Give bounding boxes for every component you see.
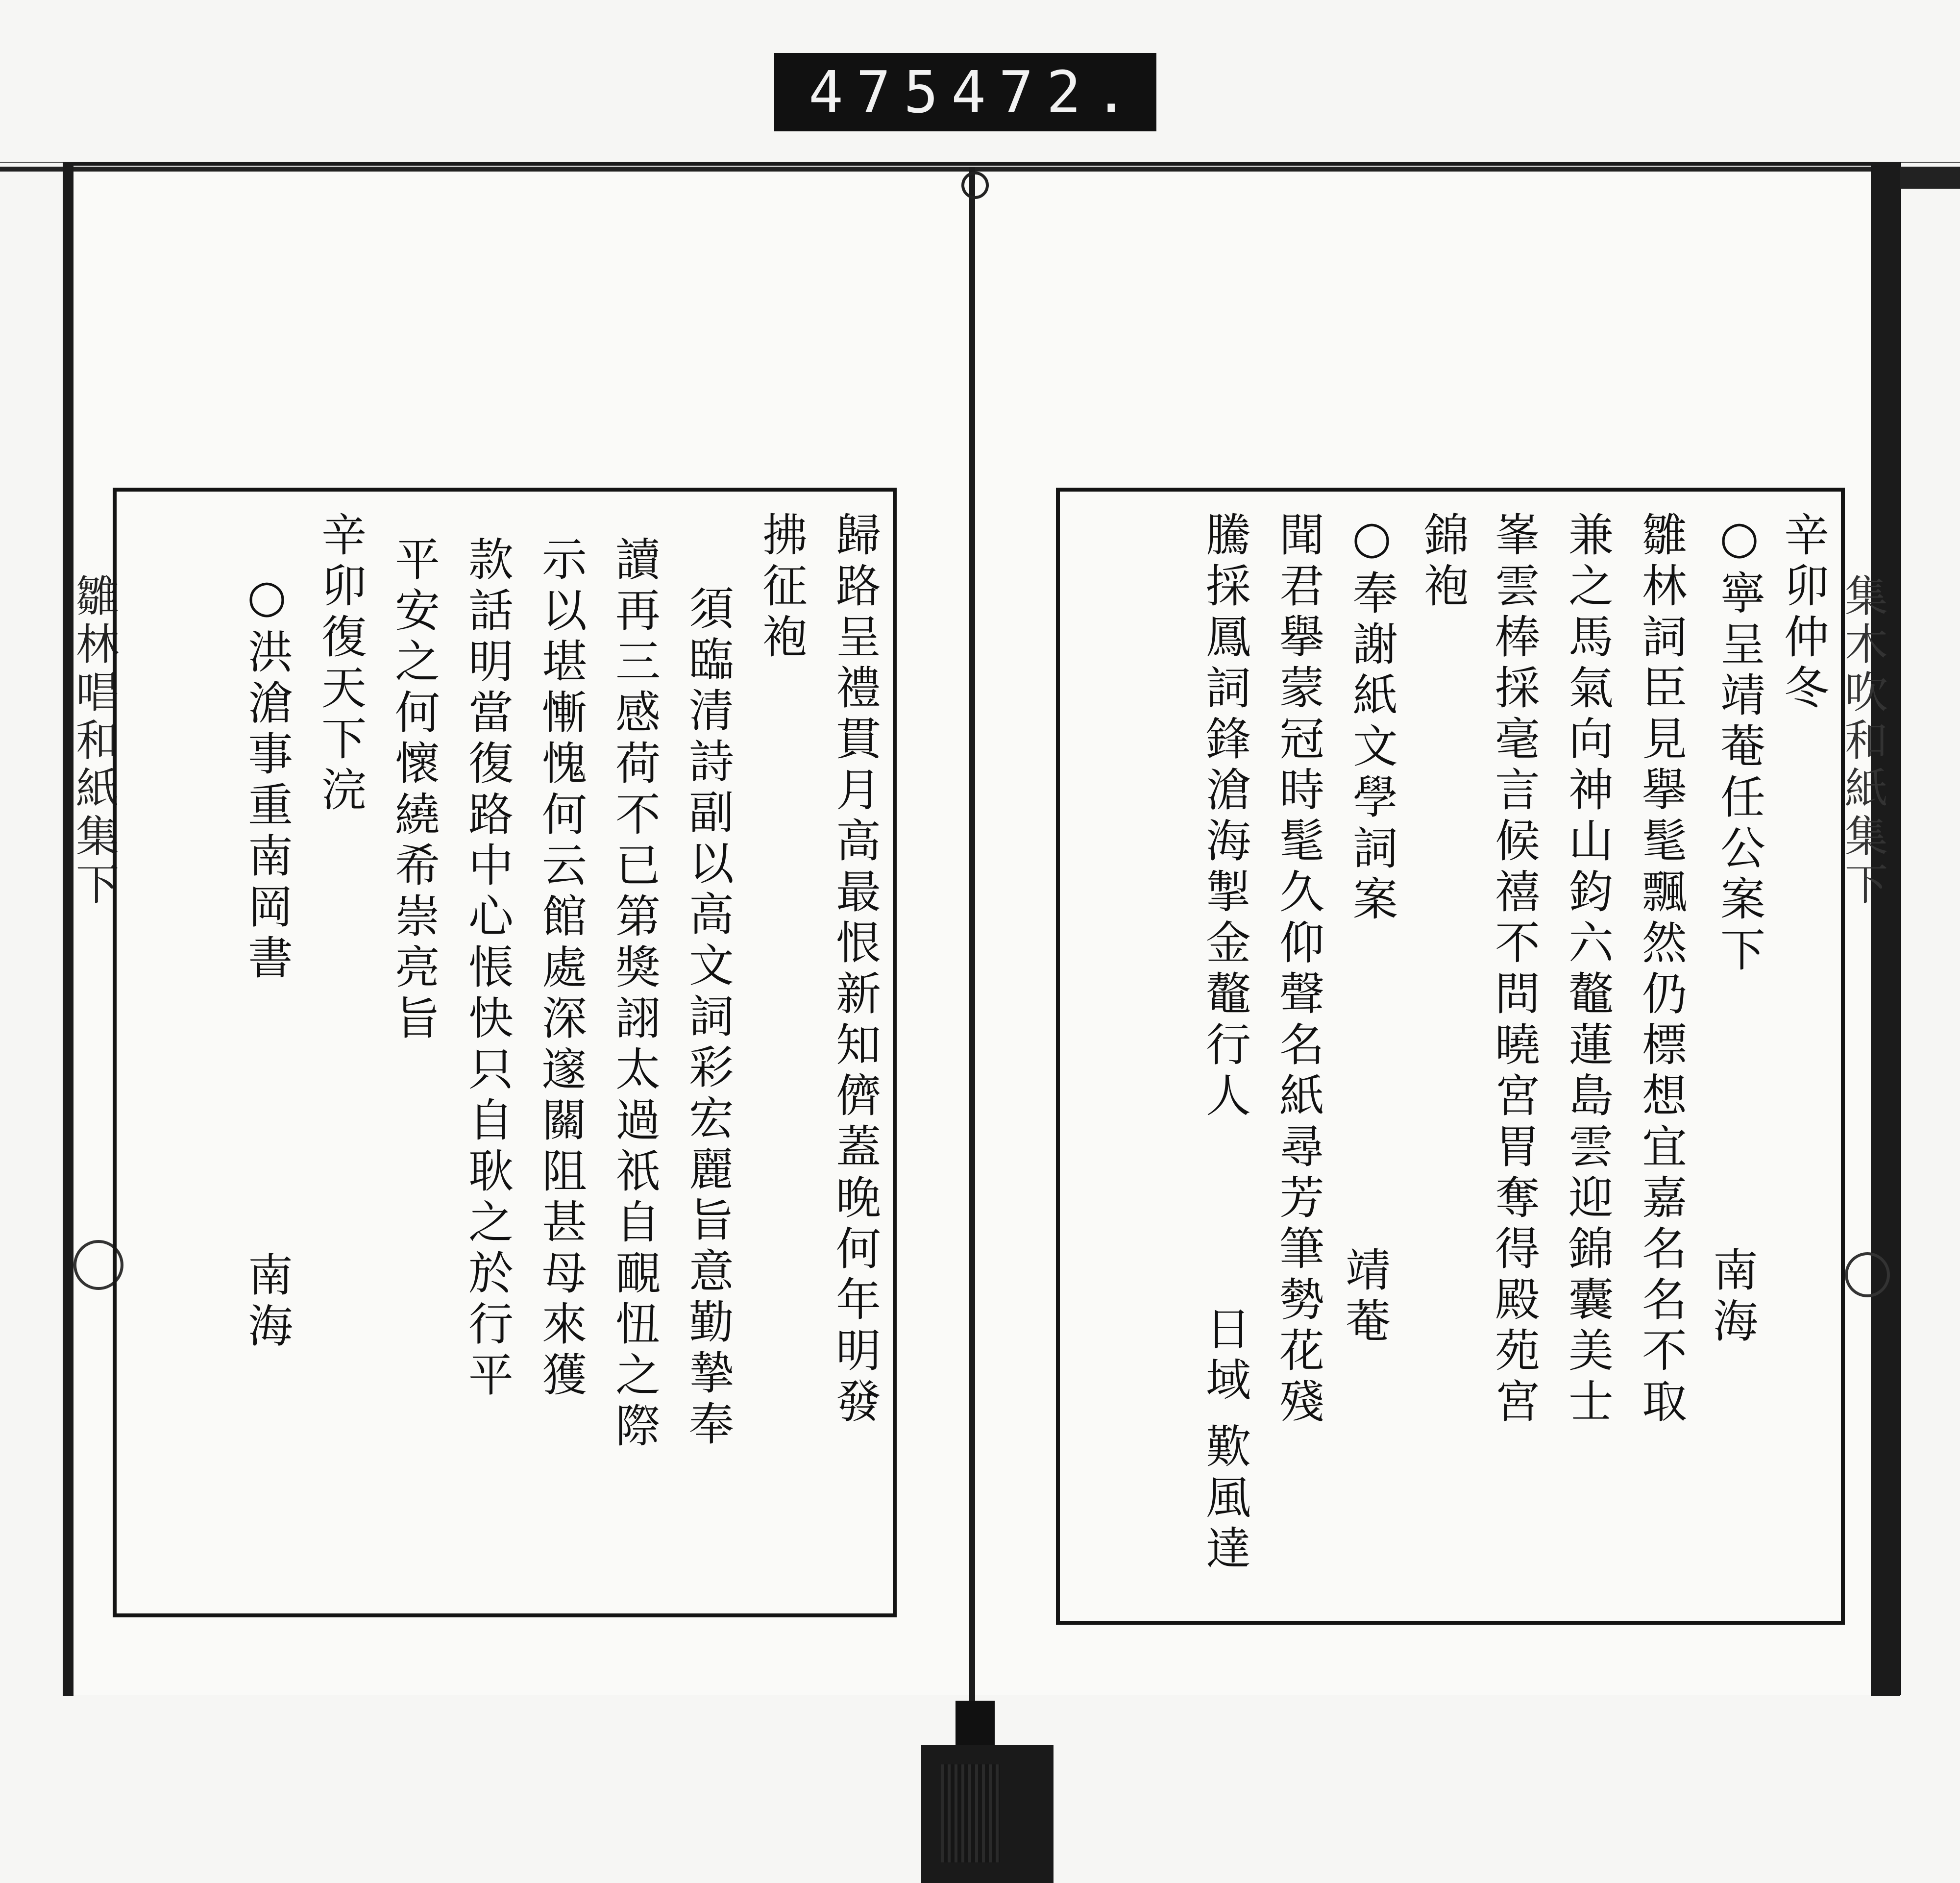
text-column: 聞君擧蒙冠時髦久仰聲名紙尋芳筆勢花殘 [1272, 511, 1324, 1429]
text-column: ○洪滄事重南岡書 [241, 570, 293, 985]
text-column: 平安之何懷繞希崇亮旨 [388, 536, 440, 1045]
binding-knot [961, 172, 989, 199]
left-text-frame [113, 488, 897, 1617]
text-column: 示以堪慚愧何云館處深邃關阻甚母來獲 [535, 536, 587, 1402]
text-column: 錦袍 [1417, 511, 1469, 613]
text-column: 騰採鳳詞鋒滄海掣金鼇行人 [1199, 511, 1251, 1123]
right-page-edge-cap [1900, 169, 1960, 189]
margin-caption-left: 雛林唱和紙集下 [69, 573, 120, 910]
text-column: 兼之馬氣向神山鈞六鼇蓮島雲迎錦囊美士 [1561, 511, 1614, 1429]
text-column: 款話明當復路中心悵快只自耿之於行平 [461, 536, 514, 1402]
text-column: ○寧呈靖菴任公案下 [1713, 511, 1765, 977]
text-column: 雛林詞臣見擧髦飄然仍標想宜嘉名名不取 [1635, 511, 1687, 1429]
signer-name: 靖菴 [1338, 1246, 1391, 1348]
text-column: 須臨清詩副以高文詞彩宏麗旨意勤摯奉 [682, 585, 734, 1451]
signer-name: 南海 [1706, 1246, 1758, 1348]
frame-number-label [774, 53, 1156, 131]
text-column-tail: 歎風達 [1199, 1423, 1251, 1576]
text-column: ○奉謝紙文學詞案 [1346, 511, 1398, 926]
text-column: 峯雲棒採毫言候禧不問曉宮胃奪得殿苑宮 [1488, 511, 1540, 1429]
text-column: 歸路呈禮貫月高最恨新知儕蓋晚何年明發 [829, 511, 881, 1429]
weight-clip [956, 1701, 995, 1750]
margin-circle-mark-right [1845, 1252, 1890, 1297]
frame-number-left: 475 [808, 58, 952, 126]
margin-caption-right: 集木吹和紙集下 [1838, 573, 1888, 910]
right-text-frame [1056, 488, 1845, 1625]
text-column-tail: 日域 [1199, 1305, 1251, 1407]
text-column: 讀再三感荷不已第獎詡太過祇自靦忸之際 [608, 536, 661, 1453]
top-rule [0, 167, 1960, 172]
text-column: 拂征袍 [755, 511, 808, 664]
text-column: 辛卯仲冬 [1777, 511, 1829, 715]
text-column: 辛卯復天下浣 [314, 511, 367, 817]
frame-number-right: 472. [951, 58, 1142, 126]
binding-string [969, 167, 975, 1725]
signer-name: 南海 [241, 1251, 293, 1353]
page-weight [921, 1745, 1054, 1883]
